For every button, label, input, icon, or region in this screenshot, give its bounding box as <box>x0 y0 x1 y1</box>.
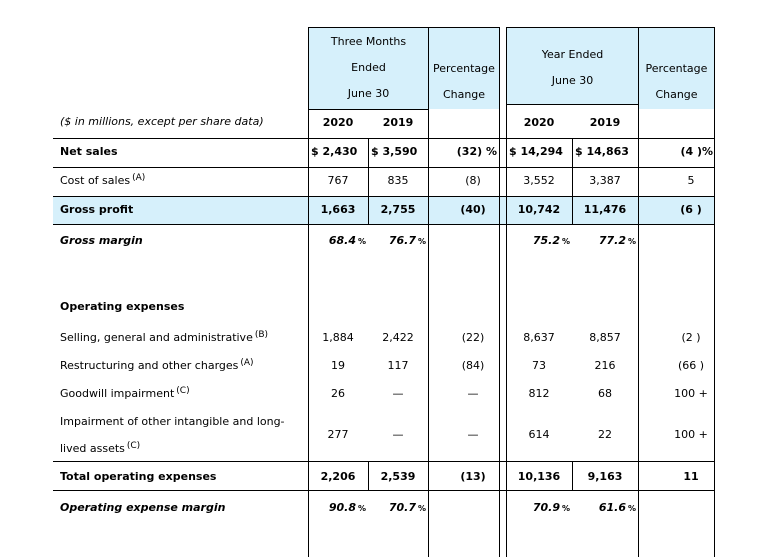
goodwill-q2020: 26 <box>331 387 345 400</box>
restructuring-q2020: 19 <box>331 359 345 372</box>
goodwill-note: (C) <box>176 386 190 396</box>
goodwill-label-text: Goodwill impairment <box>60 387 175 400</box>
net-sales-q2020: $ 2,430 <box>311 145 358 158</box>
opex-margin-q2020-value: 90.8 <box>328 501 356 514</box>
gross-margin-q2020-value: 68.4 <box>328 234 356 247</box>
year-ended-line2: June 30 <box>551 74 594 87</box>
three-months-line2: Ended <box>351 61 386 74</box>
three-months-line1: Three Months <box>330 35 407 48</box>
sga-label-text: Selling, general and administrative <box>60 331 253 344</box>
total-opex-label: Total operating expenses <box>60 470 217 483</box>
impairment-other-y2019: 22 <box>598 428 612 441</box>
cost-of-sales-y2020: 3,552 <box>523 174 555 187</box>
net-sales-y2019: $ 14,863 <box>575 145 629 158</box>
total-opex-ychg: 11 <box>683 470 699 483</box>
opex-margin-y2020-value: 70.9 <box>532 501 560 514</box>
goodwill-label <box>60 387 190 401</box>
net-sales-label: Net sales <box>60 145 118 158</box>
pct-change-2-line2: Change <box>655 88 698 101</box>
goodwill-q2019: — <box>392 387 404 400</box>
net-sales-qchg: (32) % <box>456 145 497 158</box>
opex-margin-q2019 <box>368 501 426 516</box>
restructuring-y2019: 216 <box>594 359 616 372</box>
gross-margin-y2019-value: 77.2 <box>598 234 626 247</box>
year-2020-y: 2020 <box>523 116 555 129</box>
gross-margin-q2019 <box>368 234 426 249</box>
restructuring-qchg: (84) <box>461 359 485 372</box>
gross-margin-y2020-value: 75.2 <box>532 234 560 247</box>
total-opex-qchg: (13) <box>460 470 486 483</box>
cost-of-sales-label-text: Cost of sales <box>60 174 131 187</box>
impairment-other-label-line2-text: lived assets <box>60 442 125 455</box>
cost-of-sales-y2019: 3,387 <box>589 174 621 187</box>
rule-below-gross-profit <box>53 224 715 225</box>
sga-y2020: 8,637 <box>523 331 555 344</box>
gross-profit-label: Gross profit <box>60 203 134 216</box>
pct-sign: % <box>417 504 426 513</box>
year-2019-q: 2019 <box>382 116 414 129</box>
opex-margin-y2019 <box>572 501 636 516</box>
restructuring-q2019: 117 <box>387 359 409 372</box>
rule-above-gross-profit <box>53 196 715 197</box>
restructuring-ychg: (66 ) <box>677 359 705 372</box>
rule-below-total-opex <box>53 490 715 491</box>
rule-under-header-three-months <box>308 109 429 110</box>
gross-margin-q2019-value: 76.7 <box>388 234 416 247</box>
total-opex-y2020: 10,136 <box>517 470 561 483</box>
cost-of-sales-qchg: (8) <box>465 174 481 187</box>
opex-margin-label: Operating expense margin <box>60 501 226 514</box>
net-sales-q2019: $ 3,590 <box>371 145 418 158</box>
total-opex-q2020: 2,206 <box>320 470 356 483</box>
gross-profit-y2019: 11,476 <box>583 203 627 216</box>
units-note: ($ in millions, except per share data) <box>60 115 264 128</box>
restructuring-label-text: Restructuring and other charges <box>60 359 239 372</box>
goodwill-ychg: 100 + <box>674 387 708 400</box>
gross-margin-label: Gross margin <box>60 234 143 247</box>
cost-of-sales-q2019: 835 <box>387 174 409 187</box>
pct-change-1-line2: Change <box>442 88 486 101</box>
pct-sign: % <box>561 237 570 246</box>
sga-qchg: (22) <box>461 331 485 344</box>
impairment-other-ychg: 100 + <box>674 428 708 441</box>
sga-y2019: 8,857 <box>589 331 621 344</box>
cost-of-sales-note: (A) <box>132 173 146 183</box>
gross-profit-q2019: 2,755 <box>380 203 416 216</box>
gross-margin-y2019 <box>572 234 636 249</box>
opex-margin-q2020 <box>308 501 366 516</box>
year-ended-line1: Year Ended <box>541 48 604 61</box>
restructuring-note: (A) <box>240 358 254 368</box>
sga-label <box>60 331 268 345</box>
gross-margin-y2020 <box>506 234 570 249</box>
restructuring-label <box>60 359 254 373</box>
goodwill-qchg: — <box>467 387 479 400</box>
impairment-other-q2019: — <box>392 428 404 441</box>
rule-under-header-year-ended <box>506 104 639 105</box>
sga-q2019: 2,422 <box>382 331 414 344</box>
header-bg-year-ended <box>506 27 638 105</box>
opex-margin-q2019-value: 70.7 <box>388 501 416 514</box>
cost-of-sales-ychg: 5 <box>687 174 695 187</box>
pct-sign: % <box>357 504 366 513</box>
pct-sign: % <box>627 237 636 246</box>
impairment-other-qchg: — <box>467 428 479 441</box>
pct-sign: % <box>561 504 570 513</box>
cost-of-sales-label <box>60 174 145 188</box>
pct-sign: % <box>357 237 366 246</box>
gross-profit-qchg: (40) <box>460 203 486 216</box>
opex-margin-y2019-value: 61.6 <box>598 501 626 514</box>
rule-under-years <box>53 138 715 139</box>
impairment-other-q2020: 277 <box>327 428 349 441</box>
sga-q2020: 1,884 <box>322 331 354 344</box>
goodwill-y2019: 68 <box>598 387 612 400</box>
opex-margin-y2020 <box>506 501 570 516</box>
gross-margin-q2020 <box>308 234 366 249</box>
gross-profit-q2020: 1,663 <box>320 203 356 216</box>
pct-sign: % <box>417 237 426 246</box>
impairment-other-y2020: 614 <box>528 428 550 441</box>
total-opex-y2019: 9,163 <box>587 470 623 483</box>
three-months-line3: June 30 <box>347 87 390 100</box>
sga-ychg: (2 ) <box>681 331 701 344</box>
sga-note: (B) <box>254 330 269 340</box>
pct-change-1-line1: Percentage <box>433 62 495 75</box>
gross-profit-y2020: 10,742 <box>517 203 561 216</box>
year-2019-y: 2019 <box>589 116 621 129</box>
rule-above-total-opex <box>53 461 715 462</box>
restructuring-y2020: 73 <box>532 359 546 372</box>
pct-sign: % <box>627 504 636 513</box>
opex-heading: Operating expenses <box>60 300 185 313</box>
impairment-other-label-line2 <box>60 442 140 456</box>
year-2020-q: 2020 <box>322 116 354 129</box>
goodwill-y2020: 812 <box>528 387 550 400</box>
total-opex-q2019: 2,539 <box>380 470 416 483</box>
cost-of-sales-q2020: 767 <box>327 174 349 187</box>
pct-change-2-line1: Percentage <box>645 62 708 75</box>
rule-under-net-sales <box>53 167 715 168</box>
gross-profit-ychg: (6 ) <box>680 203 702 216</box>
impairment-other-label-line1: Impairment of other intangible and long- <box>60 415 285 428</box>
net-sales-ychg: (4 )% <box>680 145 713 158</box>
net-sales-y2020: $ 14,294 <box>509 145 563 158</box>
impairment-other-note: (C) <box>126 441 141 451</box>
